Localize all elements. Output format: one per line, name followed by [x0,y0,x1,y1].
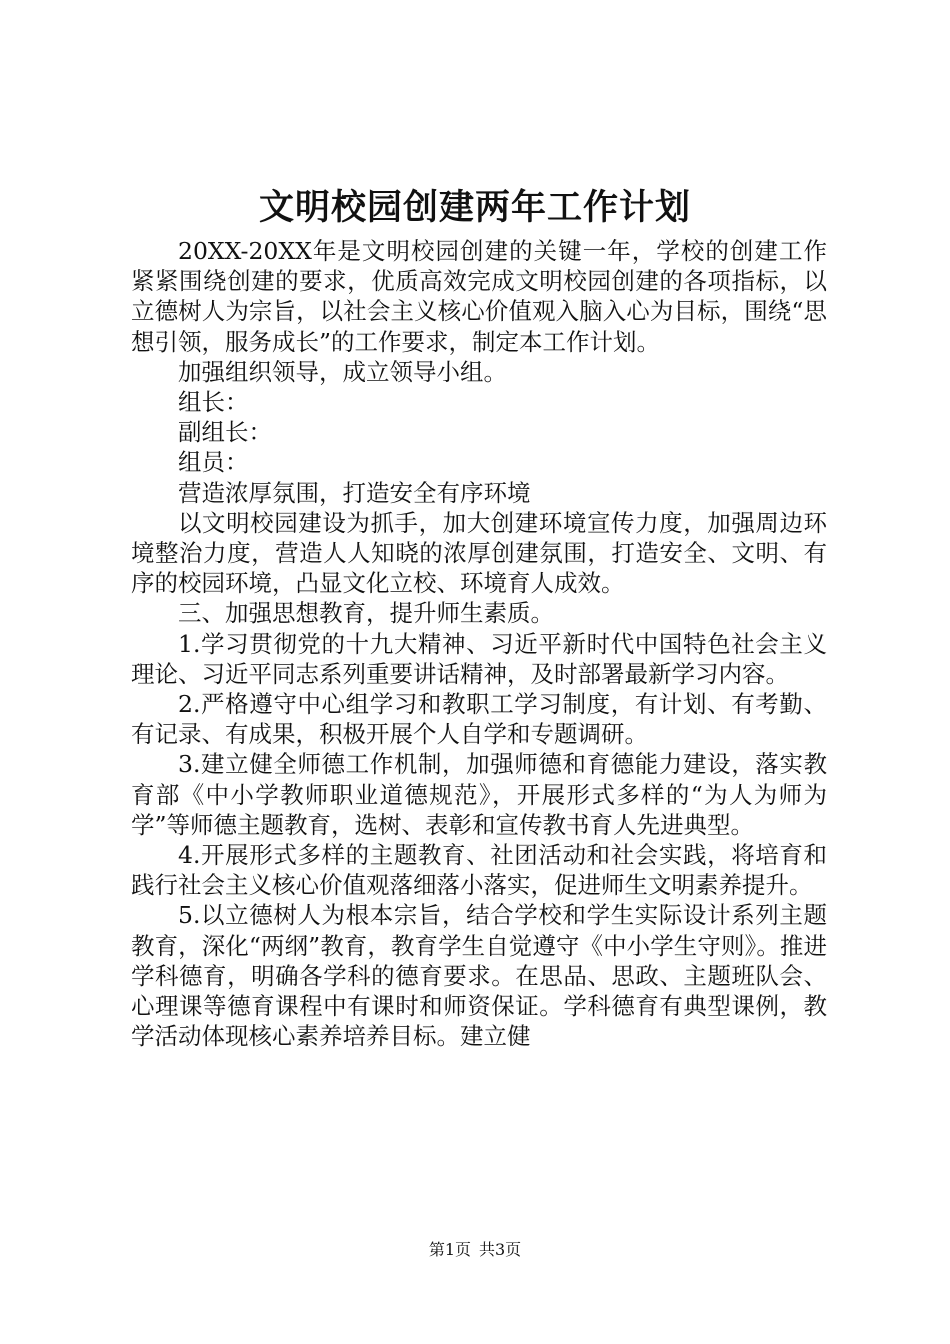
paragraph: 三、加强思想教育，提升师生素质。 [178,599,554,628]
paragraph: 4.开展形式多样的主题教育、社团活动和社会实践，将培育和践行社会主义核心价值观落细落小落实，促进师生文明素养提升。 [131,841,827,900]
paragraph: 组长： [178,388,249,417]
paragraph: 以文明校园建设为抓手，加大创建环境宣传力度，加强周边环境整治力度，营造人人知晓的浓厚创建氛围，打造安全、文明、有序的校园环境，凸显文化立校、环境育人成效。 [131,508,827,598]
paragraph: 副组长： [178,418,272,447]
paragraph: 20XX-20XX年是文明校园创建的关键一年，学校的创建工作紧紧围绕创建的要求，优质高效完成文明校园创建的各项指标，以立德树人为宗旨，以社会主义核心价值观入脑入心为目标，围绕“思想引领，服务成长”的工作要求，制定本工作计划。 [131,237,827,356]
document-body [131,236,827,1051]
paragraph: 1.学习贯彻党的十九大精神、习近平新时代中国特色社会主义理论、习近平同志系列重要讲话精神，及时部署最新学习内容。 [131,629,827,688]
page-number: 第1页 [428,1240,471,1259]
page-footer [0,1238,950,1262]
paragraph: 加强组织领导，成立领导小组。 [178,357,507,386]
page-total: 共3页 [479,1240,522,1259]
paragraph: 5.以立德树人为根本宗旨，结合学校和学生实际设计系列主题教育，深化“两纲”教育，教育学生自觉遵守《中小学生守则》。推进学科德育，明确各学科的德育要求。在思品、思政、主题班队会、心理课等德育课程中有课时和师资保证。学科德育有典型课例，教学活动体现核心素养培养目标。建立健 [131,901,827,1051]
paragraph: 营造浓厚氛围，打造安全有序环境 [178,478,531,507]
paragraph: 组员： [178,448,249,477]
paragraph: 3.建立健全师德工作机制，加强师德和育德能力建设，落实教育部《中小学教师职业道德规范》，开展形式多样的“为人为师为学”等师德主题教育，选树、表彰和宣传教书育人先进典型。 [131,750,827,839]
document-title: 文明校园创建两年工作计划 [258,187,691,228]
paragraph: 2.严格遵守中心组学习和教职工学习制度，有计划、有考勤、有记录、有成果，积极开展个人自学和专题调研。 [131,690,827,749]
